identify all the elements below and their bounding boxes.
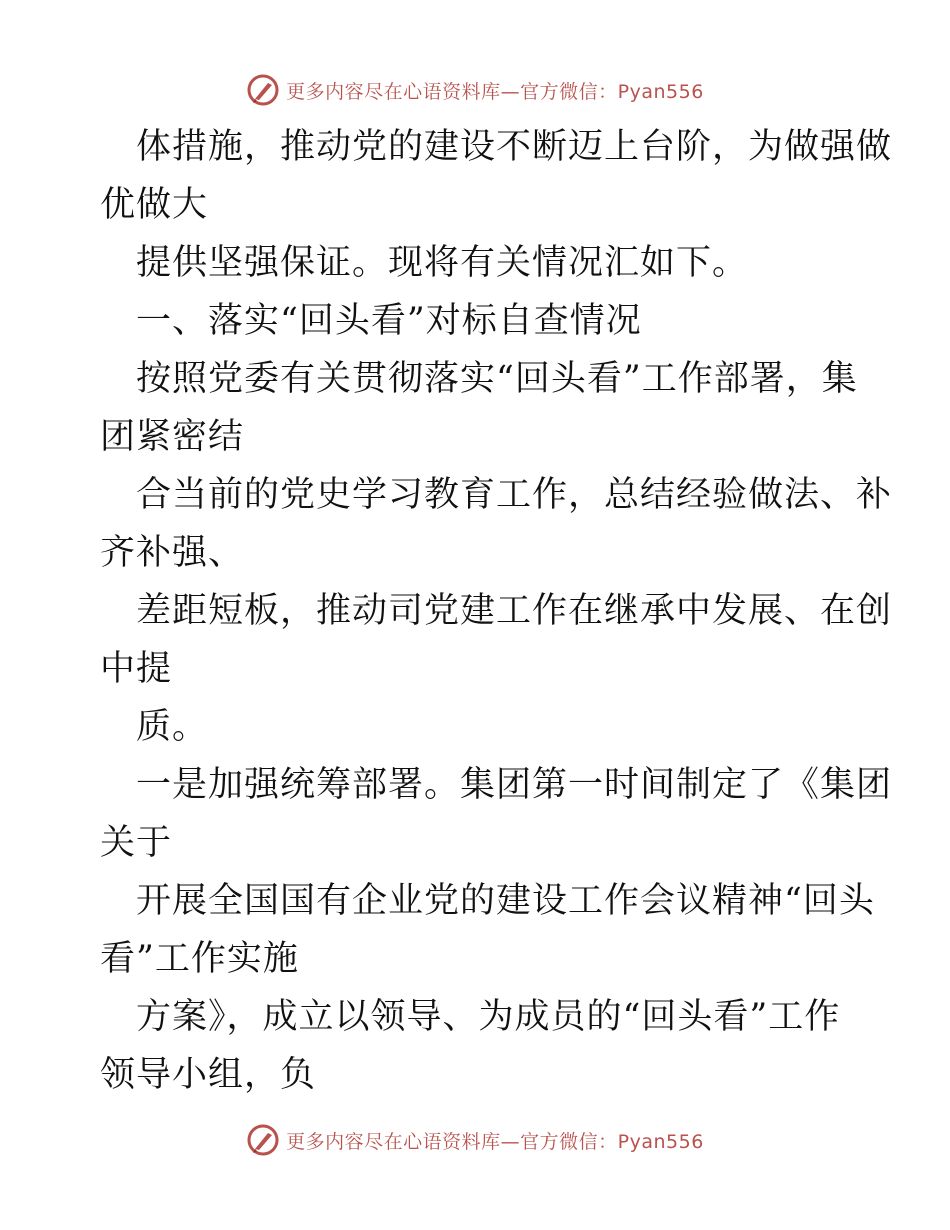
paragraph-line: 合当前的党史学习教育工作，总结经验做法、补 — [136, 475, 893, 515]
paragraph-line: 差距短板，推动司党建工作在继承中发展、在创 — [136, 591, 893, 631]
paragraph-line: 优做大 — [100, 185, 209, 225]
paragraph-line: 中提 — [100, 649, 173, 689]
section-heading: 一、落实“回头看”对标自查情况 — [136, 301, 642, 341]
paragraph-line: 开展全国国有企业党的建设工作会议精神“回头 — [136, 881, 875, 921]
paragraph-line: 齐补强、 — [100, 533, 245, 573]
paragraph-line: 一是加强统筹部署。集团第一时间制定了《集团 — [136, 765, 893, 805]
paragraph-line: 体措施，推动党的建设不断迈上台阶，为做强做 — [136, 127, 893, 167]
paragraph-line: 团紧密结 — [100, 417, 245, 457]
quill-pen-logo-icon — [246, 1123, 280, 1157]
paragraph-line: 方案》，成立以领导、为成员的“回头看”工作 — [136, 997, 841, 1037]
paragraph-line: 关于 — [100, 823, 173, 863]
watermark-text: 更多内容尽在心语资料库—官方微信：Pyan556 — [286, 80, 704, 103]
paragraph-line: 提供坚强保证。现将有关情况汇如下。 — [136, 243, 749, 283]
footer-watermark — [0, 1120, 950, 1160]
header-watermark — [0, 70, 950, 110]
watermark-text: 更多内容尽在心语资料库—官方微信：Pyan556 — [286, 1130, 704, 1153]
paragraph-line: 领导小组，负 — [100, 1055, 317, 1095]
paragraph-line: 看”工作实施 — [100, 939, 299, 979]
document-body — [100, 118, 893, 1104]
paragraph-line: 质。 — [136, 707, 209, 747]
paragraph-line: 按照党委有关贯彻落实“回头看”工作部署，集 — [136, 359, 858, 399]
quill-pen-logo-icon — [246, 73, 280, 107]
